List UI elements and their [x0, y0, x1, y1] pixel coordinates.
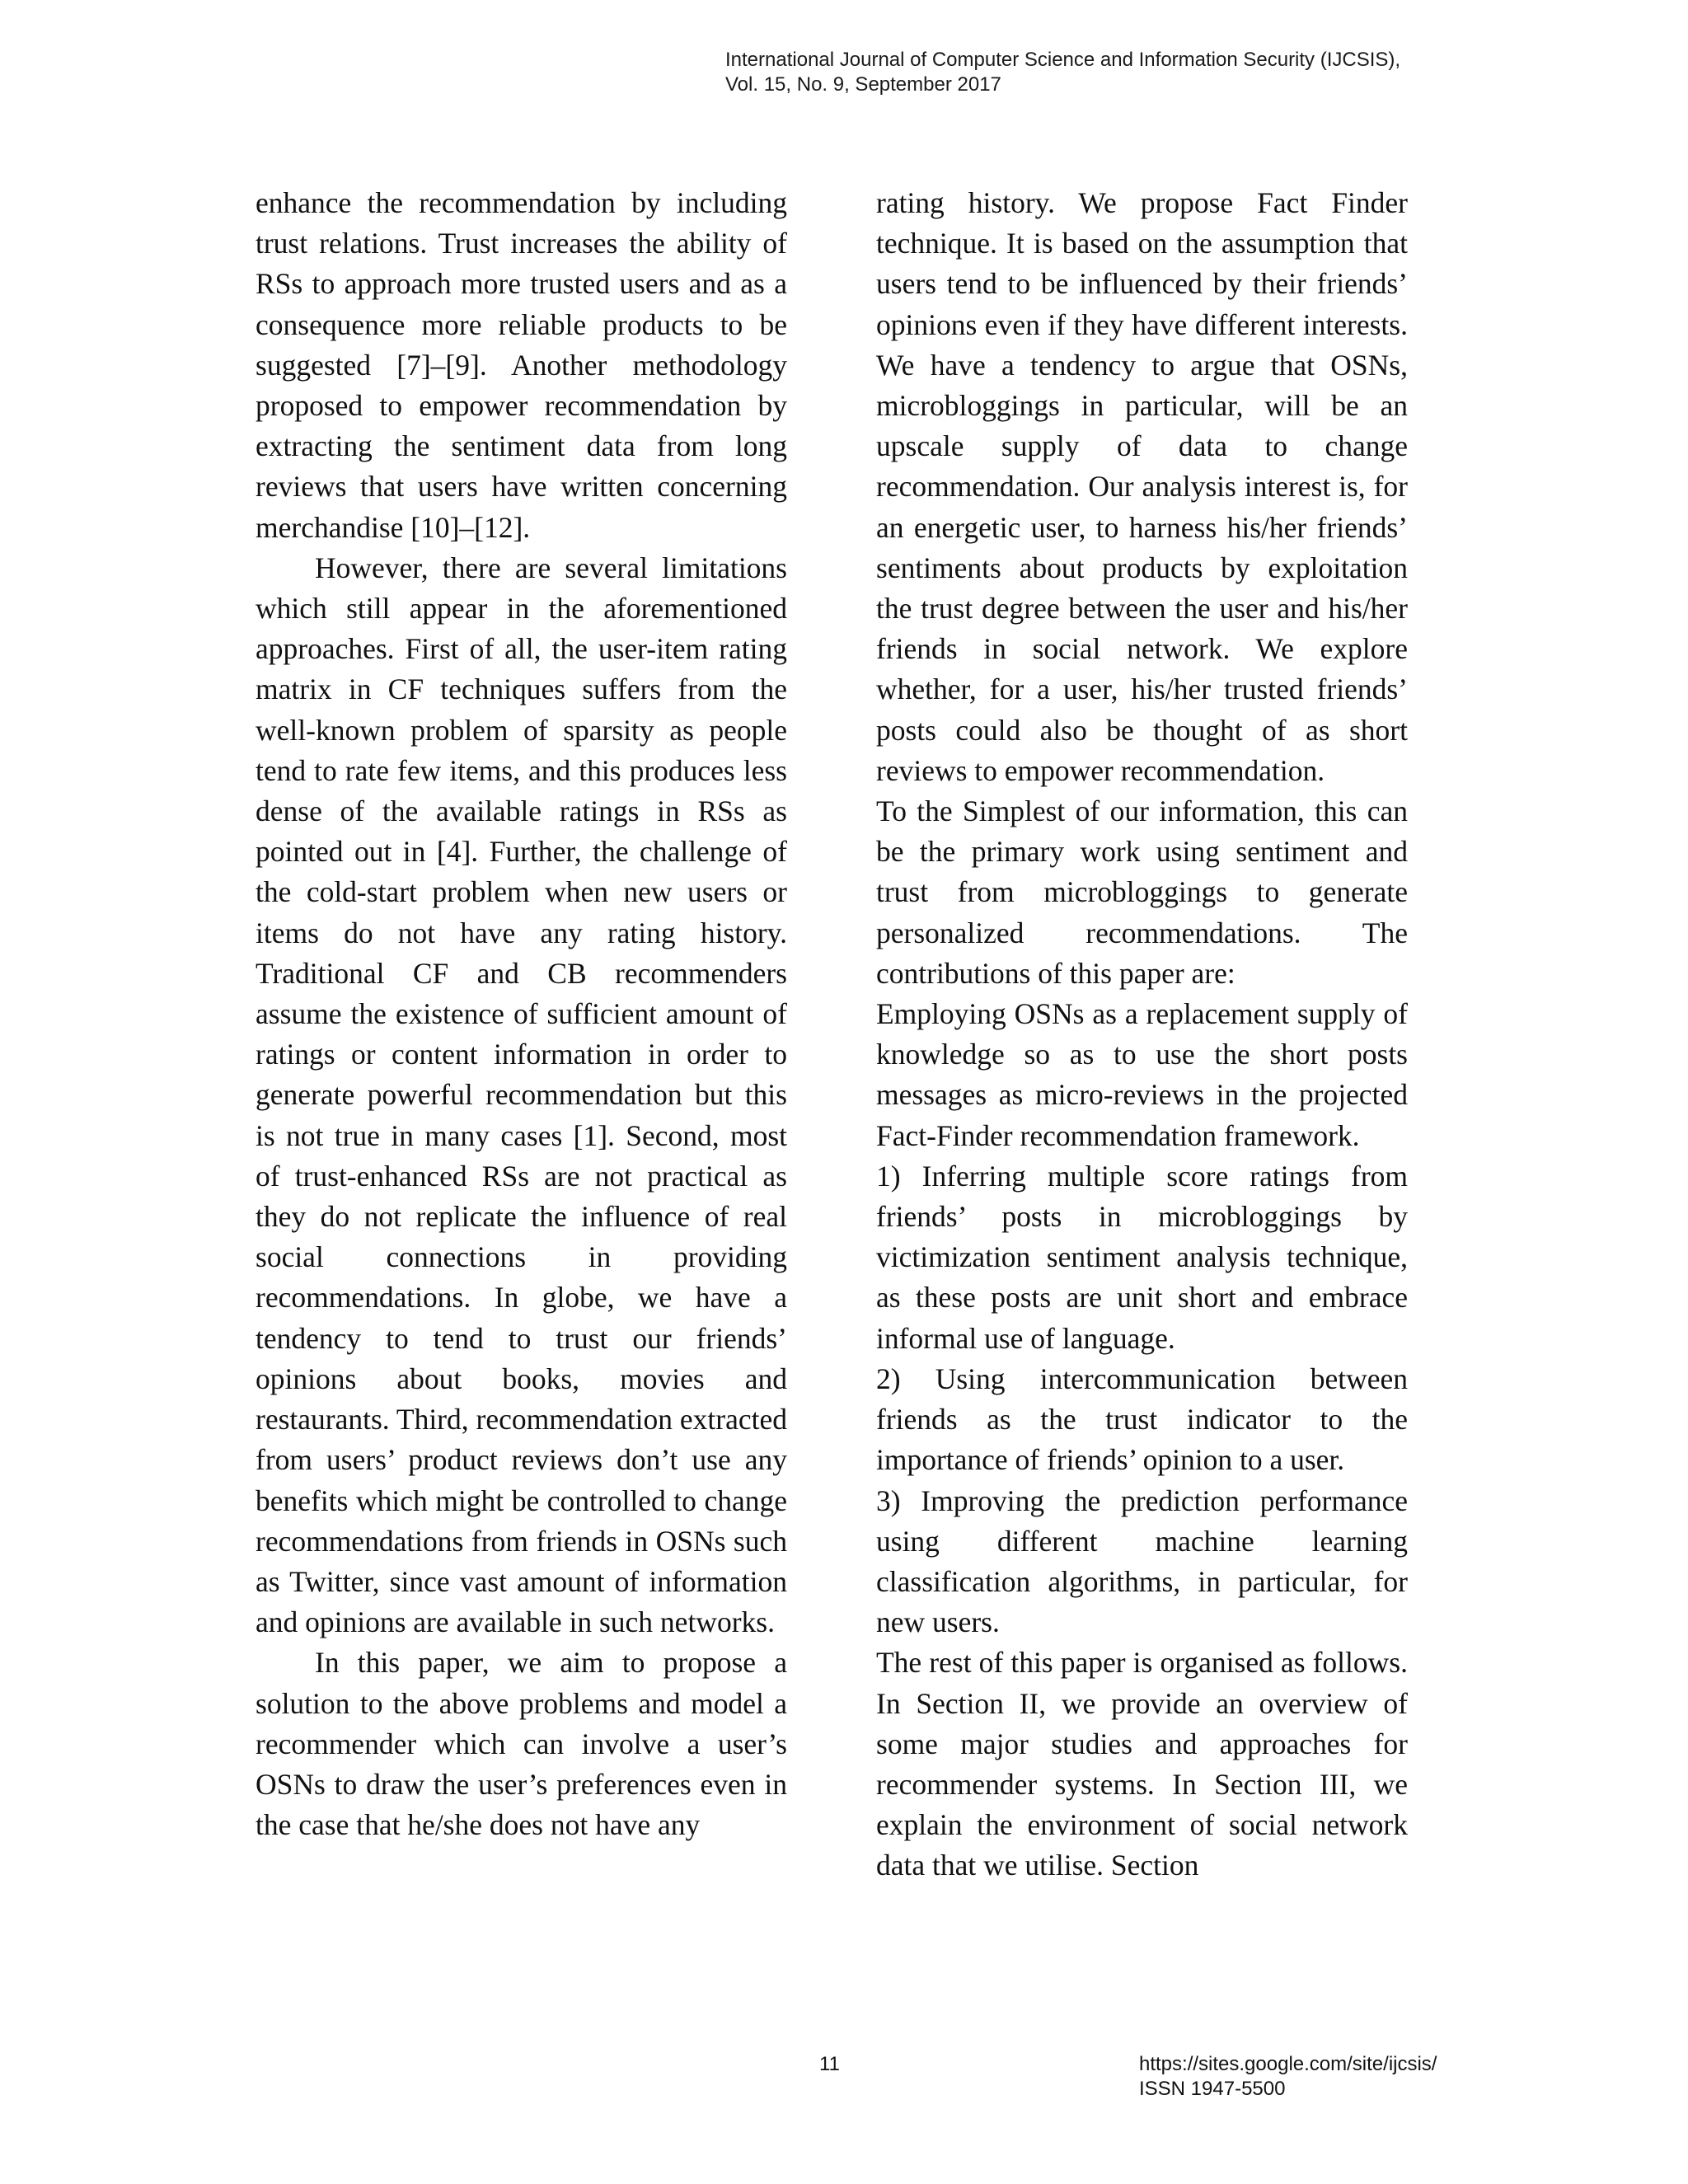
left-column: [256, 183, 787, 1845]
left-paragraph-1: enhance the recommendation by including trust relations. Trust increases the ability of RSs to approach more trusted users and as a consequence more reliable products to be suggested [7]–[9]. Another methodology proposed to empower recommendation by extracting the sentiment data from long reviews that users have written concerning merchandise [10]–[12].: [256, 186, 787, 544]
left-paragraph-2: However, there are several limitations which still appear in the aforementioned approaches. First of all, the user-item rating matrix in CF techniques suffers from the well-known problem of sparsity as people tend to rate few items, and this produces less dense of the available ratings in RSs as pointed out in [4]. Further, the challenge of the cold-start problem when new users or items do not have any rating history. Traditional CF and CB recommenders assume the existence of sufficient amount of ratings or content information in order to generate powerful recommendation but this is not true in many cases [1]. Second, most of trust-enhanced RSs are not practical as they do not replicate the influence of real social connections in providing recommendations. In globe, we have a tendency to tend to trust our friends’ opinions about books, movies and restaurants. Third, recommendation extracted from users’ product reviews don’t use any benefits which might be controlled to change recommendations from friends in OSNs such as Twitter, since vast amount of information and opinions are available in such networks.: [256, 551, 787, 1639]
right-paragraph-2: To the Simplest of our information, this can be the primary work using sentiment and trust from microbloggings to generate personalized recommendations. The contributions of this paper are:: [876, 794, 1408, 990]
journal-url: https://sites.google.com/site/ijcsis/: [1139, 2053, 1437, 2075]
journal-header: [725, 48, 1400, 97]
right-paragraph-3: Employing OSNs as a replacement supply of knowledge so as to use the short posts messages as micro-reviews in the projected Fact-Finder recommendation framework.: [876, 997, 1408, 1152]
footer-info: [1139, 2052, 1437, 2102]
contribution-3: 3) Improving the prediction performance using different machine learning classification algorithms, in particular, for new users.: [876, 1483, 1408, 1639]
contribution-1: 1) Inferring multiple score ratings from friends’ posts in microbloggings by victimization sentiment analysis technique, as these posts are unit short and embrace informal use of language.: [876, 1159, 1408, 1355]
right-paragraph-1: rating history. We propose Fact Finder technique. It is based on the assumption that users tend to be influenced by their friends’ opinions even if they have different interests. We have a tendency to argue that OSNs, microbloggings in particular, will be an upscale supply of data to change recommendation. Our analysis interest is, for an energetic user, to harness his/her friends’ sentiments about products by exploitation the trust degree between the user and his/her friends in social network. We explore whether, for a user, his/her trusted friends’ posts could also be thought of as short reviews to empower recommendation.: [876, 186, 1408, 787]
journal-title-line: International Journal of Computer Science and Information Security (IJCSIS),: [725, 49, 1401, 71]
issn-number: ISSN 1947-5500: [1139, 2078, 1286, 2100]
left-paragraph-3: In this paper, we aim to propose a solution to the above problems and model a recommender which can involve a user’s OSNs to draw the user’s preferences even in the case that he/she does not have any: [256, 1646, 787, 1842]
right-column: [876, 183, 1408, 1886]
right-paragraph-organisation: The rest of this paper is organised as follows. In Section II, we provide an overview of some major studies and approaches for recommender systems. In Section III, we explain the environment of social network data that we utilise. Section: [876, 1646, 1408, 1882]
journal-issue-line: Vol. 15, No. 9, September 2017: [725, 73, 1001, 96]
contribution-2: 2) Using intercommunication between friends as the trust indicator to the importance of friends’ opinion to a user.: [876, 1361, 1408, 1477]
page-number: 11: [819, 2053, 840, 2075]
